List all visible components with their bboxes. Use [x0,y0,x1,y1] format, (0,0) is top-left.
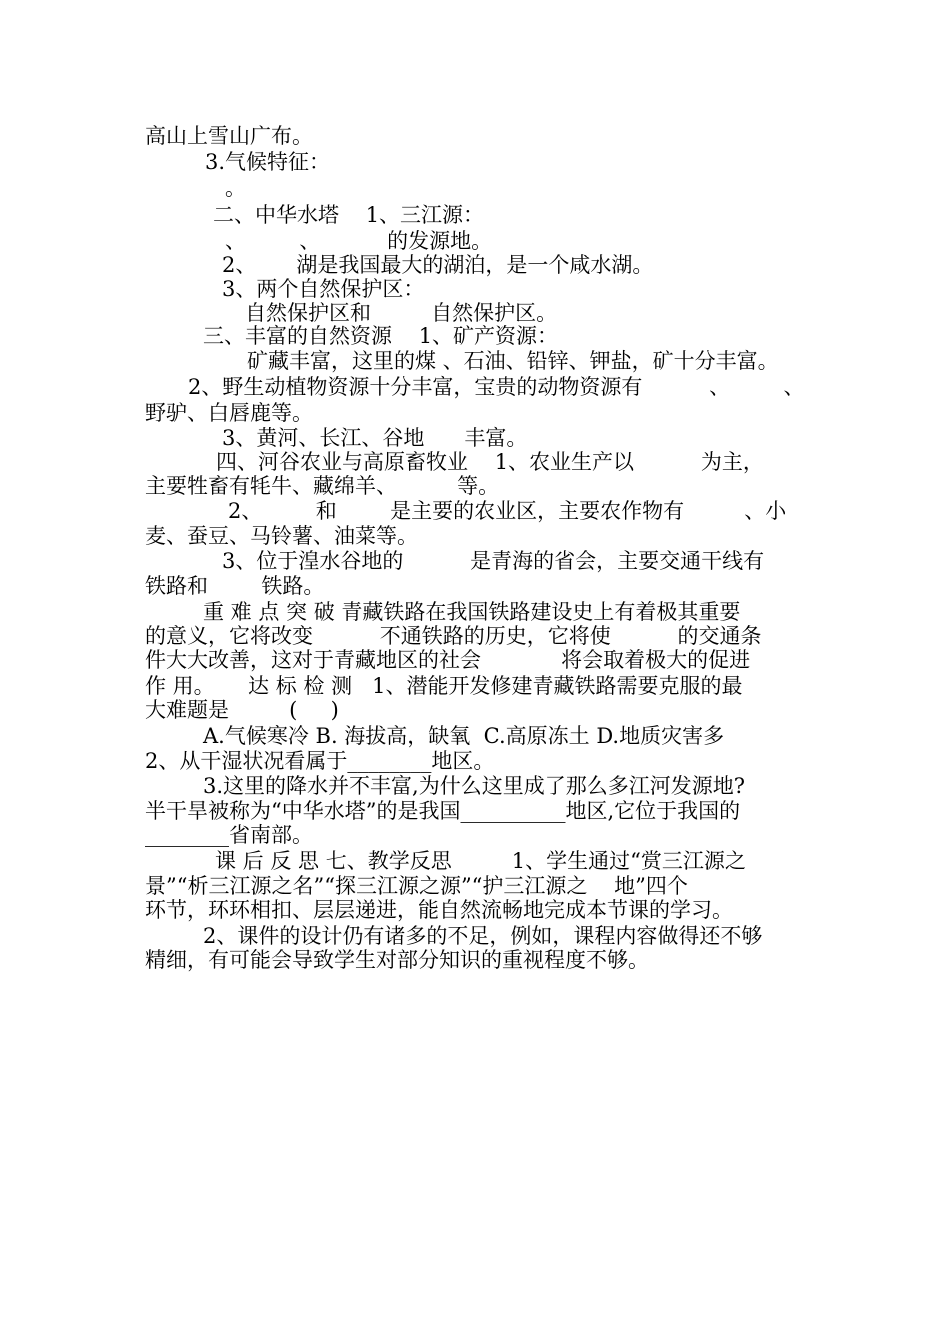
text-line: 环节，环环相扣、层层递进，能自然流畅地完成本节课的学习。 [145,898,733,922]
text-line: 景”“析三江源之名”“探三江源之源”“护三江源之 地”四个 [145,874,688,898]
text-line: 2、 和 是主要的农业区，主要农作物有 、小 [228,499,787,523]
text-line: 三、丰富的自然资源 1、矿产资源： [203,324,559,348]
text-line: 矿藏丰富，这里的煤 、石油、铅锌、钾盐，矿十分丰富。 [247,349,779,373]
text-line: 3、黄河、长江、谷地 丰富。 [222,426,528,450]
text-line: 自然保护区和 自然保护区。 [245,301,558,325]
text-line: 2、野生动植物资源十分丰富，宝贵的动物资源有 、 、 [188,375,805,399]
text-line: 半干旱被称为“中华水塔”的是我国__________地区,它位于我国的 [145,799,741,823]
text-line: 麦、蚕豆、马铃薯、油菜等。 [145,524,418,548]
text-line: 大难题是 ( ) [145,698,339,722]
text-line: 作 用。 达 标 检 测 1、潜能开发修建青藏铁路需要克服的最 [145,674,743,698]
text-line: 3.这里的降水并不丰富,为什么这里成了那么多江河发源地? [203,774,745,798]
text-line: 野驴、白唇鹿等。 [145,401,313,425]
text-line: 3.气候特征： [205,150,331,174]
text-line: 主要牲畜有牦牛、藏绵羊、 等。 [145,474,500,498]
text-line: 3、位于湟水谷地的 是青海的省会，主要交通干线有 [222,549,765,573]
text-line: 2、 湖是我国最大的湖泊，是一个咸水湖。 [222,253,654,277]
text-line: 二、中华水塔 1、三江源： [213,203,485,227]
text-line: 2、从干湿状况看属于________地区。 [145,749,495,773]
text-line: A.气候寒冷 B. 海拔高，缺氧 C.高原冻土 D.地质灾害多 [203,724,725,748]
text-line: 课 后 反 思 七、教学反思 1、学生通过“赏三江源之 [215,849,746,873]
text-line: 的意义，它将改变 不通铁路的历史，它将使 的交通条 [145,624,762,648]
text-line: 四、河谷农业与高原畜牧业 1、农业生产以 为主， [216,450,764,474]
text-line: 件大大改善，这对于青藏地区的社会 将会取着极大的促进 [145,648,751,672]
text-line: 重 难 点 突 破 青藏铁路在我国铁路建设史上有着极其重要 [203,600,741,624]
text-line: 铁路和 铁路。 [145,574,325,598]
text-line: ________省南部。 [145,823,313,847]
text-line: 2、课件的设计仍有诸多的不足，例如，课程内容做得还不够 [203,924,763,948]
text-line: 。 [225,176,246,200]
text-line: 、 、 的发源地。 [225,229,493,253]
text-line: 3、两个自然保护区： [222,277,425,301]
text-line: 精细，有可能会导致学生对部分知识的重视程度不够。 [145,948,649,972]
text-line: 高山上雪山广布。 [145,124,313,148]
